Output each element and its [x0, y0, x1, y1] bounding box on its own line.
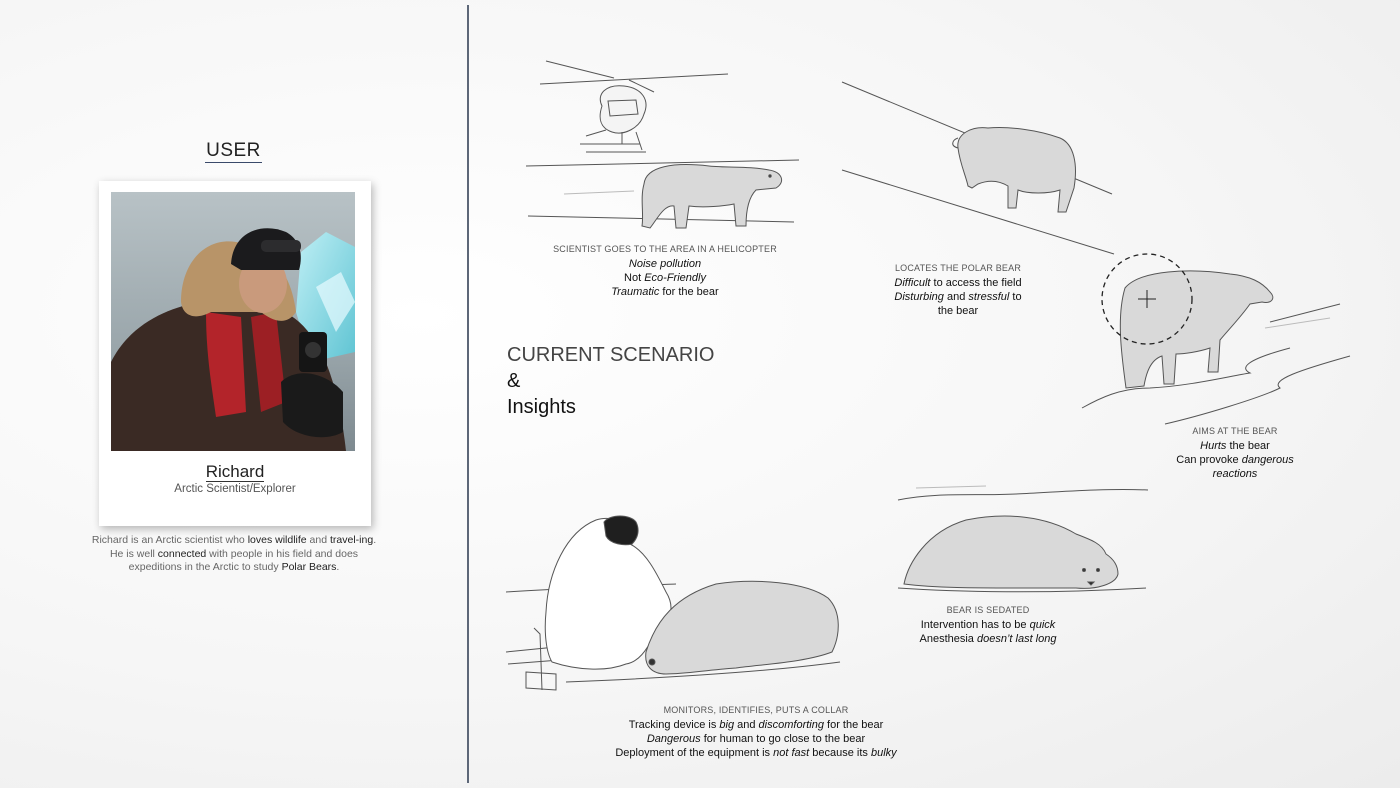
locate-bear-sketch: [838, 78, 1118, 258]
helicopter-sketch: [524, 56, 804, 238]
sedated-bear-sketch: [896, 484, 1150, 600]
caption-monitor: MONITORS, IDENTIFIES, PUTS A COLLAR Tracking device is big and discomforting for the bear Dangerous for human to go close to the bear Deployment of the equipment is not fast because its bulky: [615, 705, 897, 759]
user-photo: [111, 192, 355, 451]
collar-bear-sketch: [506, 512, 842, 696]
user-name: Richard: [205, 462, 265, 481]
caption-sedated: BEAR IS SEDATED Intervention has to be quick Anesthesia doesn’t last long: [919, 605, 1057, 645]
aim-bear-sketch: [1080, 248, 1360, 428]
caption-helicopter: SCIENTIST GOES TO THE AREA IN A HELICOPTER Noise pollution Not Eco-Friendly Traumatic for the bear: [553, 244, 777, 298]
section-divider: [467, 5, 469, 783]
user-card: [99, 181, 371, 526]
user-section-title: USER: [206, 140, 261, 161]
caption-locate: LOCATES THE POLAR BEAR Difficult to access the field Disturbing and stressful to the bear: [894, 263, 1022, 317]
caption-aim: AIMS AT THE BEAR Hurts the bear Can provoke dangerous reactions: [1176, 426, 1294, 480]
user-bio: Richard is an Arctic scientist who loves wildlife and travel-ing. He is well connected with people in his field and does expeditions in the Arctic to study Polar Bears.: [91, 534, 377, 573]
user-role: Arctic Scientist/Explorer: [174, 483, 296, 495]
scenario-title: CURRENT SCENARIO & Insights: [507, 344, 715, 418]
